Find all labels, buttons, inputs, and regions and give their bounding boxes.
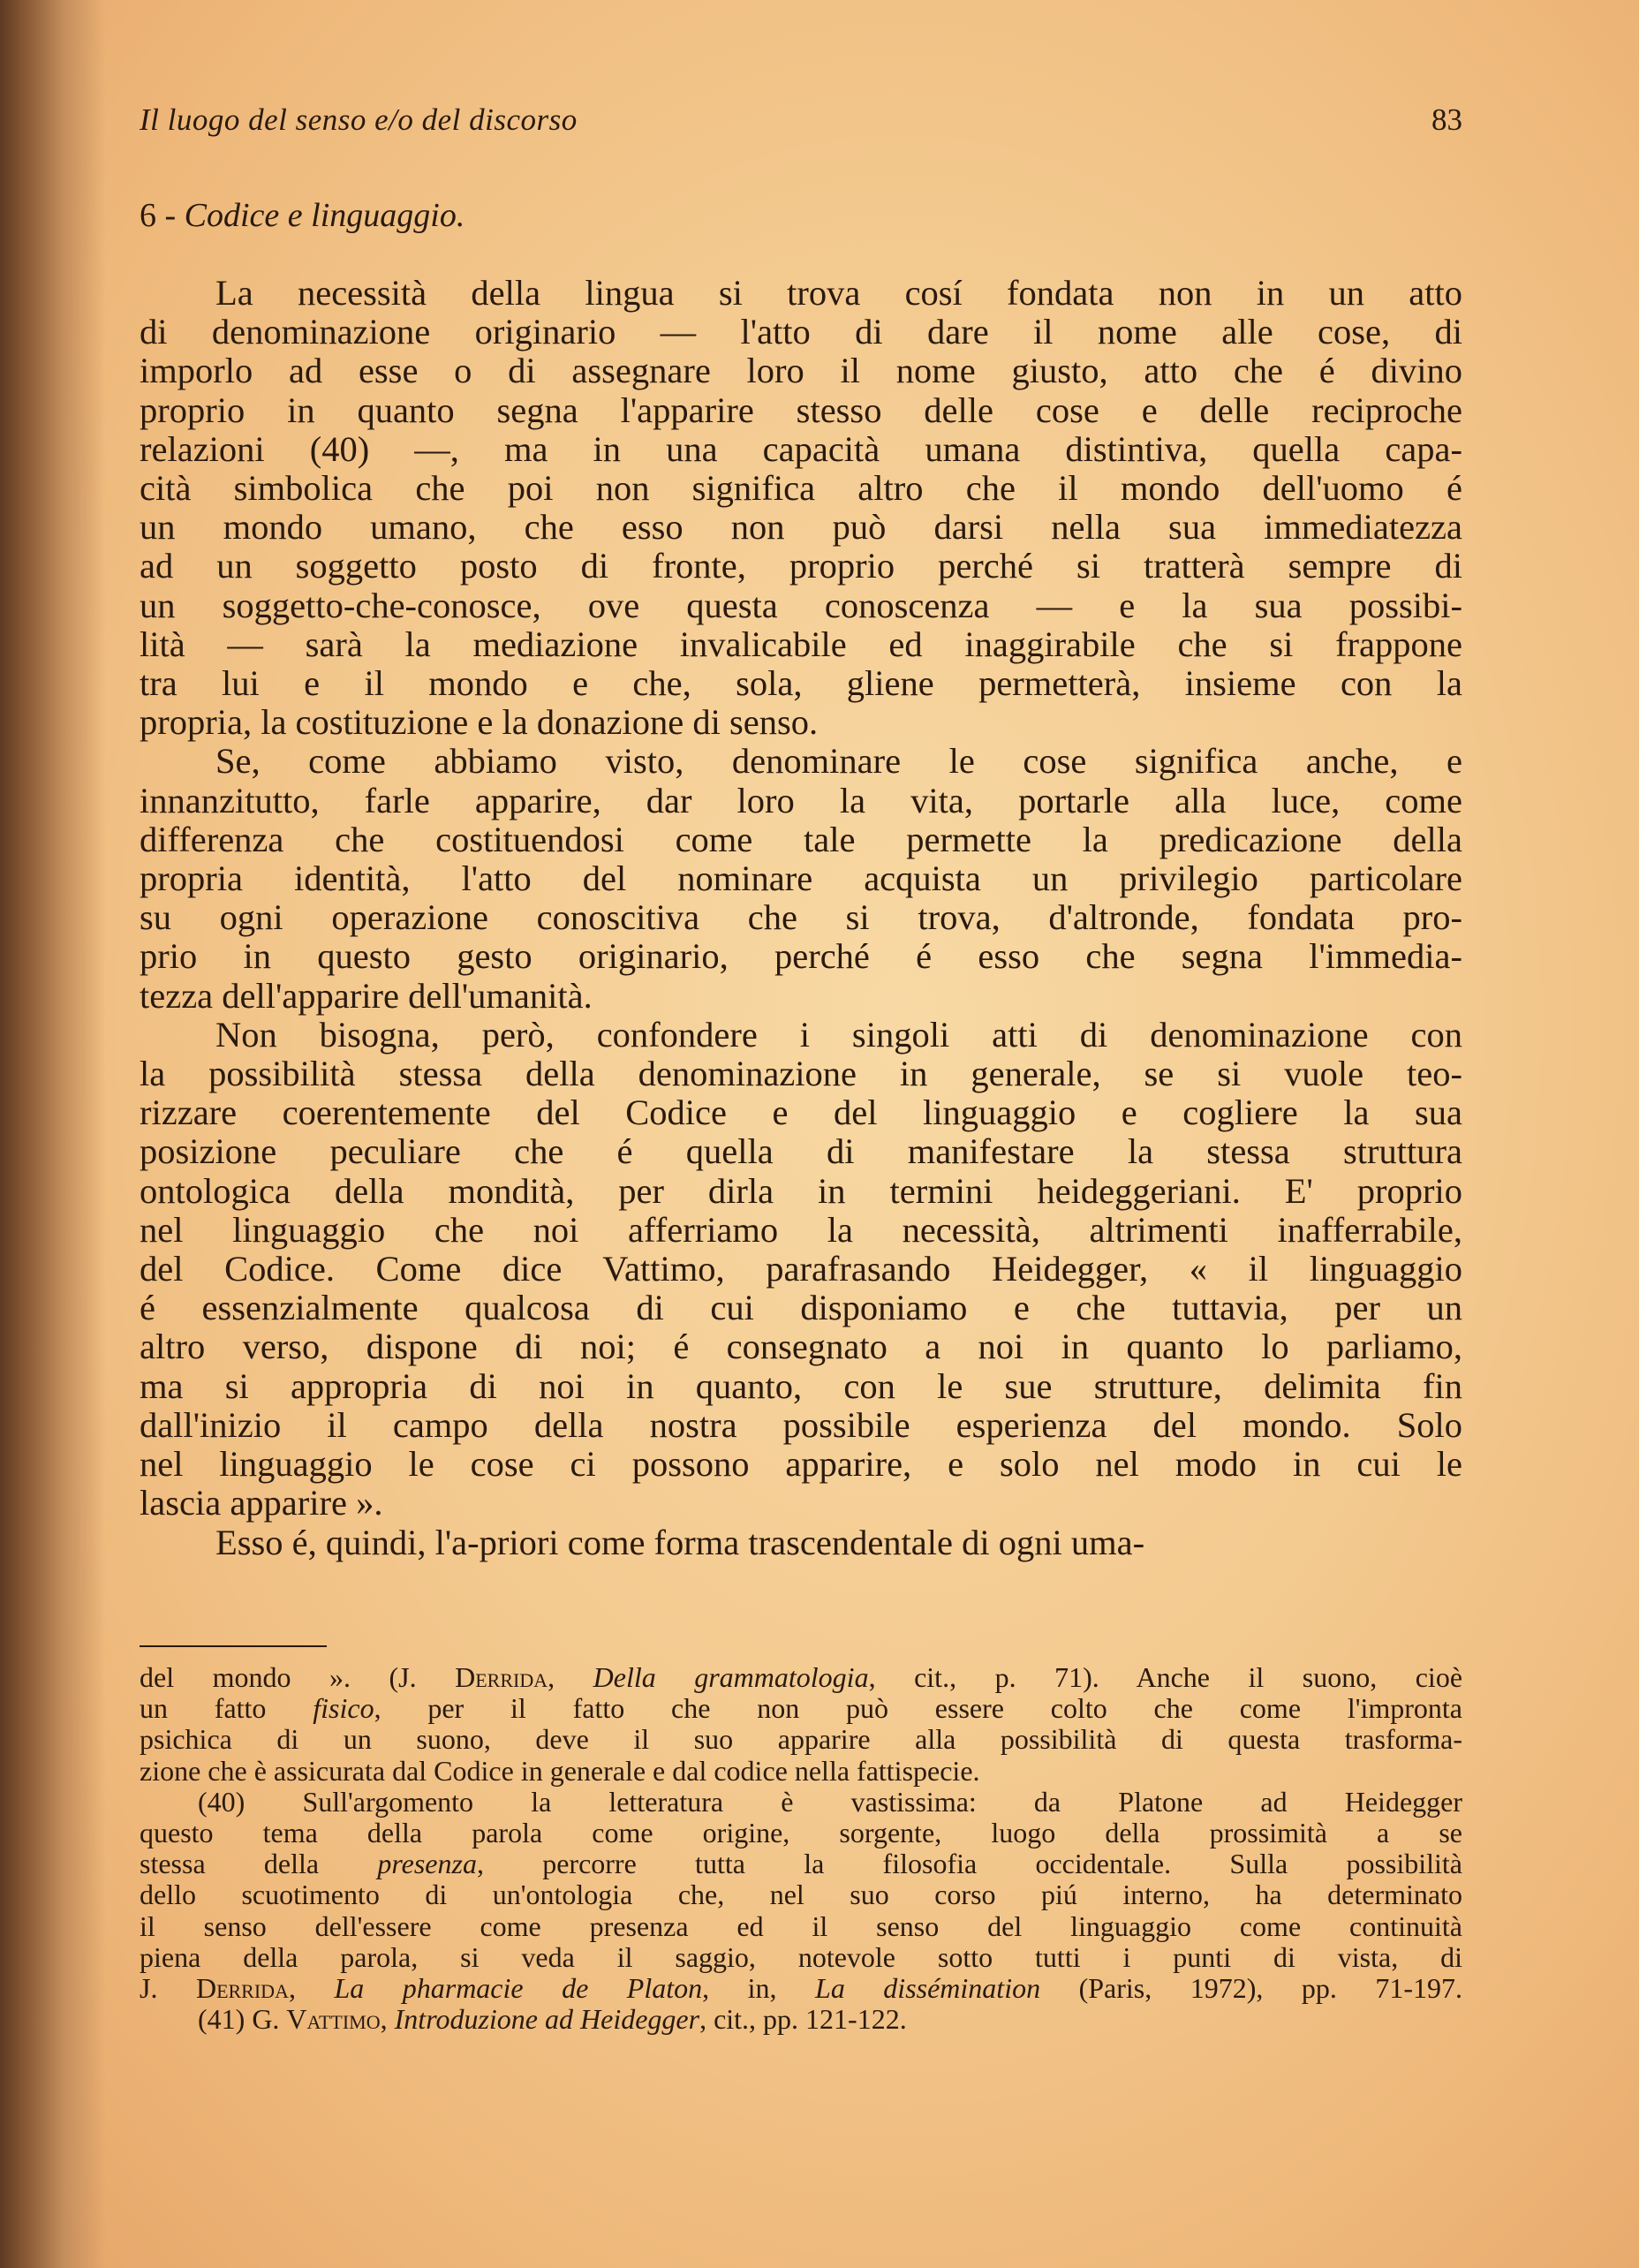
- fn-book-title: La pharmacie de Platon: [334, 1972, 703, 2005]
- body-line: lascia apparire ».: [140, 1483, 383, 1523]
- section-number: 6 -: [140, 197, 185, 234]
- fn-text: , per il fatto che non può essere colto che come l'impronta: [374, 1692, 1463, 1725]
- fn-author: Vattimo: [286, 2003, 381, 2036]
- fn-text: un fatto: [140, 1692, 313, 1725]
- body-line: differenza che costituendosi come tale permette la predicazione della: [140, 819, 1462, 859]
- body-line: Esso é, quindi, l'a-priori come forma trascendentale di ogni uma-: [215, 1522, 1145, 1562]
- footnote-line: [140, 2004, 1462, 2035]
- running-head: [140, 102, 1462, 147]
- footnote-line: [140, 1693, 1462, 1724]
- section-title: Codice e linguaggio.: [184, 197, 465, 234]
- fn-text: piena della parola, si veda il saggio, notevole sotto tutti i punti di vista, di: [140, 1940, 1462, 1973]
- fn-text: (41) G.: [198, 2003, 287, 2036]
- body-line: del Codice. Come dice Vattimo, parafrasando Heidegger, « il linguaggio: [140, 1249, 1462, 1289]
- fn-emphasis: fisico: [313, 1692, 374, 1725]
- body-text: [140, 274, 1462, 1562]
- section-heading: [140, 196, 465, 235]
- book-spine-shadow: [0, 0, 106, 2268]
- fn-text: J.: [140, 1972, 196, 2005]
- footnote-line: [140, 1911, 1462, 1942]
- body-line: propria identità, l'atto del nominare acquista un privilegio particolare: [140, 858, 1462, 899]
- footnote-rule: [140, 1645, 327, 1647]
- footnote-line: [140, 1756, 1462, 1787]
- body-line: tezza dell'apparire dell'umanità.: [140, 975, 593, 1016]
- body-line: innanzitutto, farle apparire, dar loro la vita, portarle alla luce, come: [140, 780, 1462, 820]
- fn-text: , cit., p. 71). Anche il suono, cioè: [868, 1661, 1463, 1693]
- fn-text: ,: [288, 1972, 335, 2005]
- body-line: lità — sarà la mediazione invalicabile ed inaggirabile che si frappone: [140, 624, 1462, 664]
- body-line: rizzare coerentemente del Codice e del linguaggio e cogliere la sua: [140, 1092, 1462, 1133]
- fn-text: dello scuotimento di un'ontologia che, nel suo corso piú interno, ha determinato: [140, 1879, 1462, 1911]
- footnote-line: [140, 1662, 1462, 1693]
- fn-text: (Paris, 1972), pp. 71-197.: [1040, 1972, 1463, 2005]
- body-line: nel linguaggio le cose ci possono apparire, e solo nel modo in cui le: [140, 1444, 1462, 1485]
- fn-text: del mondo ». (J.: [140, 1661, 456, 1693]
- body-line: propria, la costituzione e la donazione di senso.: [140, 702, 819, 743]
- body-line: nel linguaggio che noi afferriamo la necessità, altrimenti inafferrabile,: [140, 1209, 1462, 1250]
- fn-book-title: La dissémination: [815, 1972, 1041, 2005]
- fn-text: psichica di un suono, deve il suo apparire alla possibilità di questa trasforma-: [140, 1723, 1462, 1756]
- fn-emphasis: presenza: [377, 1848, 477, 1880]
- fn-text: stessa della: [140, 1848, 378, 1880]
- fn-text: ,: [380, 2003, 395, 2036]
- body-line: ontologica della mondità, per dirla in termini heideggeriani. E' proprio: [140, 1170, 1462, 1211]
- fn-text: , in,: [702, 1972, 816, 2005]
- footnotes: [140, 1662, 1462, 2035]
- fn-text: zione che è assicurata dal Codice in generale e dal codice nella fattispecie.: [140, 1754, 980, 1787]
- fn-text: ,: [548, 1661, 593, 1693]
- body-line: ad un soggetto posto di fronte, proprio perché si tratterà sempre di: [140, 546, 1462, 586]
- fn-book-title: Della grammatologia: [593, 1661, 869, 1693]
- fn-text: , percorre tutta la filosofia occidentale. Sulla possibilità: [476, 1848, 1463, 1880]
- body-line: tra lui e il mondo e che, sola, gliene permetterà, insieme con la: [140, 663, 1462, 704]
- footnote-line: [140, 1787, 1462, 1818]
- footnote-line: [140, 1848, 1462, 1879]
- body-line: Se, come abbiamo visto, denominare le cose significa anche, e: [215, 741, 1462, 782]
- body-line: su ogni operazione conoscitiva che si trova, d'altronde, fondata pro-: [140, 897, 1462, 938]
- fn-book-title: Introduzione ad Heidegger: [394, 2003, 700, 2036]
- book-page: [140, 0, 1462, 2268]
- fn-text: (40) Sull'argomento la letteratura è vastissima: da Platone ad Heidegger: [198, 1785, 1462, 1818]
- body-line: é essenzialmente qualcosa di cui disponiamo e che tuttavia, per un: [140, 1288, 1462, 1328]
- fn-author: Derrida: [455, 1661, 548, 1693]
- footnote-line: [140, 1724, 1462, 1755]
- body-line: proprio in quanto segna l'apparire stesso delle cose e delle reciproche: [140, 389, 1462, 430]
- fn-author: Derrida: [195, 1972, 289, 2005]
- body-line: dall'inizio il campo della nostra possibile esperienza del mondo. Solo: [140, 1404, 1462, 1445]
- body-line: ma si appropria di noi in quanto, con le sue strutture, delimita fin: [140, 1365, 1462, 1406]
- body-line: relazioni (40) —, ma in una capacità umana distintiva, quella capa-: [140, 428, 1462, 469]
- body-line: posizione peculiare che é quella di manifestare la stessa struttura: [140, 1131, 1462, 1172]
- running-head-title: Il luogo del senso e/o del discorso: [140, 102, 578, 137]
- body-line: di denominazione originario — l'atto di dare il nome alle cose, di: [140, 312, 1462, 352]
- fn-text: il senso dell'essere come presenza ed il senso del linguaggio come continuità: [140, 1909, 1462, 1942]
- body-line: La necessità della lingua si trova cosí fondata non in un atto: [215, 273, 1462, 313]
- body-line: un mondo umano, che esso non può darsi nella sua immediatezza: [140, 507, 1462, 548]
- fn-text: questo tema della parola come origine, sorgente, luogo della prossimità a se: [140, 1817, 1462, 1849]
- footnote-line: [140, 1818, 1462, 1848]
- footnote-line: [140, 1973, 1462, 2004]
- body-line: cità simbolica che poi non significa altro che il mondo dell'uomo é: [140, 468, 1462, 509]
- body-line: altro verso, dispone di noi; é consegnato a noi in quanto lo parliamo,: [140, 1327, 1462, 1367]
- body-line: la possibilità stessa della denominazione in generale, se si vuole teo-: [140, 1054, 1462, 1094]
- footnote-line: [140, 1942, 1462, 1973]
- footnote-line: [140, 1879, 1462, 1910]
- body-line: Non bisogna, però, confondere i singoli atti di denominazione con: [215, 1014, 1462, 1055]
- body-line: imporlo ad esse o di assegnare loro il nome giusto, atto che é divino: [140, 351, 1462, 391]
- fn-text: , cit., pp. 121-122.: [699, 2003, 907, 2036]
- body-line: un soggetto-che-conosce, ove questa conoscenza — e la sua possibi-: [140, 585, 1462, 625]
- body-line: prio in questo gesto originario, perché é esso che segna l'immedia-: [140, 936, 1462, 977]
- page-number: 83: [1431, 102, 1462, 137]
